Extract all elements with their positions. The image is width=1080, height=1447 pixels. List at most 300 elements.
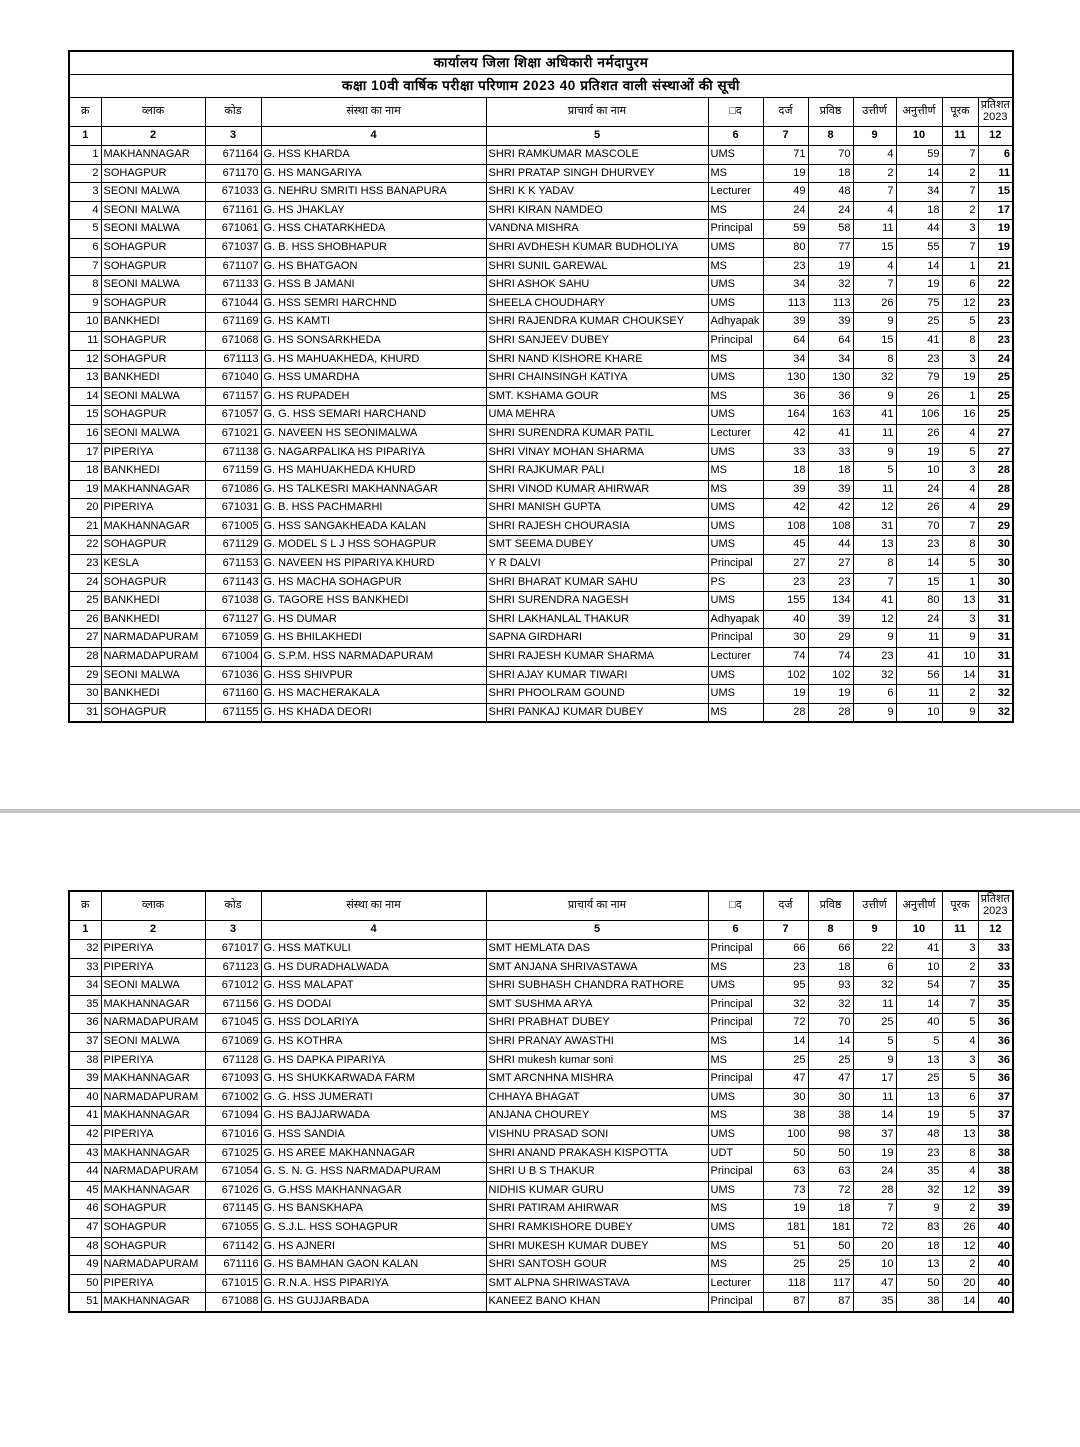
cell-failed: 83 — [896, 1218, 942, 1237]
cell-principal-name: SMT. KSHAMA GOUR — [486, 387, 708, 406]
colnum-6: 6 — [708, 921, 763, 940]
cell-institution-name: G. HS BANSKHAPA — [261, 1200, 486, 1219]
cell-failed: 48 — [896, 1125, 942, 1144]
cell-supplementary: 9 — [942, 703, 978, 722]
cell-enrolled: 100 — [763, 1125, 808, 1144]
cell-code: 671044 — [205, 294, 261, 313]
cell-supplementary: 26 — [942, 1218, 978, 1237]
cell-failed: 19 — [896, 443, 942, 462]
cell-supplementary: 10 — [942, 648, 978, 667]
cell-block: SOHAGPUR — [101, 238, 205, 257]
table-row — [69, 1051, 1013, 1070]
colnum-4: 4 — [261, 127, 486, 146]
cell-failed: 10 — [896, 462, 942, 481]
cell-passed: 37 — [853, 1125, 896, 1144]
cell-post: UMS — [708, 238, 763, 257]
cell-institution-name: G. TAGORE HSS BANKHEDI — [261, 592, 486, 611]
cell-failed: 13 — [896, 1051, 942, 1070]
column-number-row — [69, 127, 1013, 146]
header-passed: उत्तीर्ण — [853, 98, 896, 127]
cell-principal-name: SHRI U B S THAKUR — [486, 1163, 708, 1182]
cell-failed: 15 — [896, 573, 942, 592]
cell-appeared: 72 — [808, 1181, 853, 1200]
cell-code: 671021 — [205, 424, 261, 443]
cell-principal-name: SHRI PRABHAT DUBEY — [486, 1014, 708, 1033]
cell-serial: 41 — [69, 1107, 101, 1126]
cell-supplementary: 12 — [942, 1181, 978, 1200]
cell-enrolled: 87 — [763, 1293, 808, 1312]
cell-code: 671005 — [205, 517, 261, 536]
cell-appeared: 134 — [808, 592, 853, 611]
table-row — [69, 1014, 1013, 1033]
cell-serial: 47 — [69, 1218, 101, 1237]
cell-enrolled: 95 — [763, 977, 808, 996]
cell-institution-name: G. NEHRU SMRITI HSS BANAPURA — [261, 183, 486, 202]
cell-appeared: 102 — [808, 666, 853, 685]
table-row — [69, 685, 1013, 704]
cell-institution-name: G. HS DUMAR — [261, 610, 486, 629]
cell-code: 671069 — [205, 1032, 261, 1051]
colnum-10: 10 — [896, 127, 942, 146]
cell-post: MS — [708, 462, 763, 481]
cell-percent: 24 — [978, 350, 1013, 369]
cell-serial: 33 — [69, 958, 101, 977]
cell-passed: 10 — [853, 1256, 896, 1275]
cell-serial: 17 — [69, 443, 101, 462]
cell-failed: 35 — [896, 1163, 942, 1182]
cell-code: 671086 — [205, 480, 261, 499]
cell-enrolled: 51 — [763, 1237, 808, 1256]
cell-principal-name: SHRI CHAINSINGH KATIYA — [486, 369, 708, 388]
cell-post: Principal — [708, 1293, 763, 1312]
cell-block: MAKHANNAGAR — [101, 480, 205, 499]
cell-supplementary: 1 — [942, 573, 978, 592]
cell-percent: 39 — [978, 1181, 1013, 1200]
cell-enrolled: 45 — [763, 536, 808, 555]
cell-block: PIPERIYA — [101, 499, 205, 518]
cell-post: Principal — [708, 555, 763, 574]
cell-institution-name: G. HS DODAI — [261, 995, 486, 1014]
cell-serial: 10 — [69, 313, 101, 332]
cell-block: MAKHANNAGAR — [101, 995, 205, 1014]
cell-appeared: 19 — [808, 257, 853, 276]
cell-code: 671031 — [205, 499, 261, 518]
cell-code: 671156 — [205, 995, 261, 1014]
cell-post: Lecturer — [708, 424, 763, 443]
cell-passed: 26 — [853, 294, 896, 313]
cell-enrolled: 36 — [763, 387, 808, 406]
cell-principal-name: SHRI MUKESH KUMAR DUBEY — [486, 1237, 708, 1256]
cell-block: SEONI MALWA — [101, 666, 205, 685]
cell-block: SOHAGPUR — [101, 257, 205, 276]
cell-institution-name: G. HS MANGARIYA — [261, 164, 486, 183]
cell-failed: 19 — [896, 276, 942, 295]
cell-code: 671004 — [205, 648, 261, 667]
cell-appeared: 113 — [808, 294, 853, 313]
cell-percent: 31 — [978, 610, 1013, 629]
cell-institution-name: G. HSS SANDIA — [261, 1125, 486, 1144]
cell-percent: 29 — [978, 517, 1013, 536]
cell-supplementary: 4 — [942, 480, 978, 499]
cell-supplementary: 7 — [942, 238, 978, 257]
cell-principal-name: SHRI PATIRAM AHIRWAR — [486, 1200, 708, 1219]
cell-code: 671142 — [205, 1237, 261, 1256]
cell-enrolled: 28 — [763, 703, 808, 722]
column-header-row — [69, 98, 1013, 127]
table-row — [69, 536, 1013, 555]
cell-block: SOHAGPUR — [101, 406, 205, 425]
cell-serial: 14 — [69, 387, 101, 406]
cell-code: 671038 — [205, 592, 261, 611]
table-row — [69, 1107, 1013, 1126]
cell-appeared: 30 — [808, 1088, 853, 1107]
cell-code: 671026 — [205, 1181, 261, 1200]
cell-enrolled: 80 — [763, 238, 808, 257]
cell-code: 671153 — [205, 555, 261, 574]
cell-percent: 35 — [978, 995, 1013, 1014]
table-row — [69, 1293, 1013, 1312]
cell-serial: 36 — [69, 1014, 101, 1033]
cell-post: UMS — [708, 406, 763, 425]
cell-percent: 36 — [978, 1032, 1013, 1051]
cell-institution-name: G. G.HSS MAKHANNAGAR — [261, 1181, 486, 1200]
cell-enrolled: 30 — [763, 629, 808, 648]
table-row — [69, 573, 1013, 592]
cell-serial: 51 — [69, 1293, 101, 1312]
header-percent-line2: 2023 — [983, 905, 1008, 917]
cell-institution-name: G. HS DAPKA PIPARIYA — [261, 1051, 486, 1070]
cell-passed: 9 — [853, 387, 896, 406]
cell-percent: 33 — [978, 958, 1013, 977]
cell-enrolled: 181 — [763, 1218, 808, 1237]
cell-passed: 6 — [853, 958, 896, 977]
cell-block: SOHAGPUR — [101, 331, 205, 350]
cell-passed: 15 — [853, 331, 896, 350]
header-percent-line1: प्रतिशत — [980, 893, 1010, 906]
colnum-11: 11 — [942, 921, 978, 940]
cell-principal-name: VISHNU PRASAD SONI — [486, 1125, 708, 1144]
table-row — [69, 1237, 1013, 1256]
cell-appeared: 41 — [808, 424, 853, 443]
cell-institution-name: G. HS SONSARKHEDA — [261, 331, 486, 350]
cell-appeared: 44 — [808, 536, 853, 555]
cell-post: UMS — [708, 977, 763, 996]
cell-principal-name: SMT ANJANA SHRIVASTAWA — [486, 958, 708, 977]
cell-percent: 11 — [978, 164, 1013, 183]
cell-institution-name: G. HSS DOLARIYA — [261, 1014, 486, 1033]
cell-percent: 15 — [978, 183, 1013, 202]
cell-serial: 32 — [69, 940, 101, 959]
colnum-8: 8 — [808, 921, 853, 940]
cell-post: MS — [708, 1200, 763, 1219]
cell-principal-name: SHRI mukesh kumar soni — [486, 1051, 708, 1070]
cell-institution-name: G. HS BAMHAN GAON KALAN — [261, 1256, 486, 1275]
cell-post: MS — [708, 1256, 763, 1275]
cell-supplementary: 14 — [942, 666, 978, 685]
cell-failed: 75 — [896, 294, 942, 313]
header-appeared: प्रविष्ठ — [808, 98, 853, 127]
cell-passed: 12 — [853, 499, 896, 518]
cell-code: 671164 — [205, 146, 261, 165]
cell-block: BANKHEDI — [101, 592, 205, 611]
cell-appeared: 181 — [808, 1218, 853, 1237]
cell-post: UMS — [708, 536, 763, 555]
cell-serial: 45 — [69, 1181, 101, 1200]
cell-appeared: 28 — [808, 703, 853, 722]
colnum-6: 6 — [708, 127, 763, 146]
cell-block: SOHAGPUR — [101, 573, 205, 592]
cell-principal-name: SMT ARCNHNA MISHRA — [486, 1070, 708, 1089]
cell-percent: 30 — [978, 536, 1013, 555]
cell-institution-name: G. HSS CHATARKHEDA — [261, 220, 486, 239]
cell-post: Principal — [708, 1163, 763, 1182]
cell-percent: 28 — [978, 480, 1013, 499]
cell-enrolled: 66 — [763, 940, 808, 959]
cell-serial: 21 — [69, 517, 101, 536]
cell-post: MS — [708, 350, 763, 369]
cell-block: BANKHEDI — [101, 369, 205, 388]
table-sheet-2 — [68, 890, 1012, 1313]
cell-failed: 5 — [896, 1032, 942, 1051]
cell-supplementary: 12 — [942, 294, 978, 313]
cell-appeared: 108 — [808, 517, 853, 536]
cell-code: 671036 — [205, 666, 261, 685]
cell-serial: 50 — [69, 1274, 101, 1293]
cell-principal-name: SHEELA CHOUDHARY — [486, 294, 708, 313]
cell-appeared: 98 — [808, 1125, 853, 1144]
cell-enrolled: 14 — [763, 1032, 808, 1051]
header-supplementary: पूरक — [942, 98, 978, 127]
cell-serial: 25 — [69, 592, 101, 611]
cell-supplementary: 4 — [942, 424, 978, 443]
cell-passed: 6 — [853, 685, 896, 704]
cell-passed: 23 — [853, 648, 896, 667]
cell-serial: 6 — [69, 238, 101, 257]
cell-passed: 9 — [853, 313, 896, 332]
list-title: कक्षा 10वी वार्षिक परीक्षा परिणाम 2023 40 प्रतिशत वाली संस्थाओं की सूची — [69, 75, 1013, 98]
cell-block: NARMADAPURAM — [101, 648, 205, 667]
cell-principal-name: NIDHIS KUMAR GURU — [486, 1181, 708, 1200]
cell-appeared: 27 — [808, 555, 853, 574]
cell-serial: 24 — [69, 573, 101, 592]
cell-appeared: 70 — [808, 146, 853, 165]
cell-appeared: 18 — [808, 462, 853, 481]
cell-principal-name: SMT ALPNA SHRIWASTAVA — [486, 1274, 708, 1293]
cell-post: MS — [708, 703, 763, 722]
cell-passed: 17 — [853, 1070, 896, 1089]
cell-institution-name: G. HS MACHA SOHAGPUR — [261, 573, 486, 592]
cell-enrolled: 130 — [763, 369, 808, 388]
cell-enrolled: 113 — [763, 294, 808, 313]
cell-post: UMS — [708, 1218, 763, 1237]
cell-enrolled: 25 — [763, 1256, 808, 1275]
cell-failed: 23 — [896, 1144, 942, 1163]
cell-post: UMS — [708, 1125, 763, 1144]
cell-principal-name: ANJANA CHOUREY — [486, 1107, 708, 1126]
cell-principal-name: UMA MEHRA — [486, 406, 708, 425]
cell-failed: 24 — [896, 480, 942, 499]
cell-code: 671143 — [205, 573, 261, 592]
cell-percent: 39 — [978, 1200, 1013, 1219]
colnum-9: 9 — [853, 127, 896, 146]
results-table-2 — [68, 890, 1014, 1313]
cell-enrolled: 40 — [763, 610, 808, 629]
cell-institution-name: G. HS BHATGAON — [261, 257, 486, 276]
cell-block: MAKHANNAGAR — [101, 146, 205, 165]
cell-percent: 30 — [978, 573, 1013, 592]
cell-principal-name: SHRI SURENDRA NAGESH — [486, 592, 708, 611]
header-failed: अनुत्तीर्ण — [896, 98, 942, 127]
cell-passed: 9 — [853, 443, 896, 462]
table-row — [69, 276, 1013, 295]
cell-percent: 35 — [978, 977, 1013, 996]
cell-passed: 32 — [853, 369, 896, 388]
cell-institution-name: G. NAVEEN HS SEONIMALWA — [261, 424, 486, 443]
table-row — [69, 1200, 1013, 1219]
header-percent-line2: 2023 — [983, 111, 1008, 123]
cell-failed: 106 — [896, 406, 942, 425]
cell-block: MAKHANNAGAR — [101, 1293, 205, 1312]
cell-post: MS — [708, 201, 763, 220]
cell-supplementary: 3 — [942, 610, 978, 629]
cell-institution-name: G. HSS SEMRI HARCHND — [261, 294, 486, 313]
cell-failed: 41 — [896, 940, 942, 959]
cell-code: 671094 — [205, 1107, 261, 1126]
cell-post: Principal — [708, 331, 763, 350]
cell-supplementary: 5 — [942, 1070, 978, 1089]
cell-failed: 40 — [896, 1014, 942, 1033]
cell-percent: 23 — [978, 313, 1013, 332]
cell-block: BANKHEDI — [101, 462, 205, 481]
results-table-1-body — [69, 146, 1013, 723]
cell-passed: 7 — [853, 1200, 896, 1219]
cell-institution-name: G. HSS KHARDA — [261, 146, 486, 165]
table-row — [69, 977, 1013, 996]
cell-block: SOHAGPUR — [101, 294, 205, 313]
cell-passed: 31 — [853, 517, 896, 536]
cell-principal-name: KANEEZ BANO KHAN — [486, 1293, 708, 1312]
cell-institution-name: G. MODEL S L J HSS SOHAGPUR — [261, 536, 486, 555]
cell-serial: 43 — [69, 1144, 101, 1163]
cell-code: 671169 — [205, 313, 261, 332]
cell-percent: 37 — [978, 1088, 1013, 1107]
cell-principal-name: SHRI RAJENDRA KUMAR CHOUKSEY — [486, 313, 708, 332]
cell-code: 671016 — [205, 1125, 261, 1144]
cell-post: UMS — [708, 1088, 763, 1107]
cell-passed: 22 — [853, 940, 896, 959]
cell-code: 671017 — [205, 940, 261, 959]
cell-institution-name: G. S.P.M. HSS NARMADAPURAM — [261, 648, 486, 667]
cell-institution-name: G. HS JHAKLAY — [261, 201, 486, 220]
cell-post: UMS — [708, 294, 763, 313]
header-principal-name: प्राचार्य का नाम — [486, 98, 708, 127]
cell-percent: 32 — [978, 703, 1013, 722]
cell-block: SEONI MALWA — [101, 977, 205, 996]
cell-principal-name: SMT SEEMA DUBEY — [486, 536, 708, 555]
cell-supplementary: 3 — [942, 1051, 978, 1070]
cell-appeared: 38 — [808, 1107, 853, 1126]
cell-failed: 18 — [896, 201, 942, 220]
cell-institution-name: G. HSS MALAPAT — [261, 977, 486, 996]
cell-code: 671068 — [205, 331, 261, 350]
cell-enrolled: 108 — [763, 517, 808, 536]
cell-serial: 11 — [69, 331, 101, 350]
cell-supplementary: 3 — [942, 220, 978, 239]
cell-appeared: 47 — [808, 1070, 853, 1089]
cell-principal-name: SHRI PHOOLRAM GOUND — [486, 685, 708, 704]
colnum-2: 2 — [101, 921, 205, 940]
colnum-10: 10 — [896, 921, 942, 940]
cell-appeared: 70 — [808, 1014, 853, 1033]
cell-post: MS — [708, 1237, 763, 1256]
cell-block: SOHAGPUR — [101, 1200, 205, 1219]
header-code: कोड — [205, 98, 261, 127]
cell-block: SOHAGPUR — [101, 164, 205, 183]
cell-principal-name: SHRI RAJESH CHOURASIA — [486, 517, 708, 536]
cell-failed: 10 — [896, 703, 942, 722]
cell-institution-name: G. HS AJNERI — [261, 1237, 486, 1256]
cell-serial: 28 — [69, 648, 101, 667]
cell-post: Adhyapak — [708, 313, 763, 332]
cell-percent: 40 — [978, 1274, 1013, 1293]
cell-failed: 9 — [896, 1200, 942, 1219]
cell-block: PIPERIYA — [101, 443, 205, 462]
cell-serial: 12 — [69, 350, 101, 369]
cell-institution-name: G. HS RUPADEH — [261, 387, 486, 406]
cell-supplementary: 9 — [942, 629, 978, 648]
cell-supplementary: 1 — [942, 257, 978, 276]
cell-appeared: 50 — [808, 1237, 853, 1256]
cell-percent: 36 — [978, 1014, 1013, 1033]
cell-passed: 11 — [853, 1088, 896, 1107]
cell-enrolled: 42 — [763, 424, 808, 443]
cell-supplementary: 19 — [942, 369, 978, 388]
cell-supplementary: 14 — [942, 1293, 978, 1312]
cell-serial: 31 — [69, 703, 101, 722]
header-appeared: प्रविष्ठ — [808, 891, 853, 921]
colnum-2: 2 — [101, 127, 205, 146]
cell-enrolled: 50 — [763, 1144, 808, 1163]
cell-passed: 11 — [853, 424, 896, 443]
cell-appeared: 66 — [808, 940, 853, 959]
cell-principal-name: SHRI AJAY KUMAR TIWARI — [486, 666, 708, 685]
cell-appeared: 18 — [808, 1200, 853, 1219]
cell-failed: 13 — [896, 1088, 942, 1107]
cell-institution-name: G. G. HSS JUMERATI — [261, 1088, 486, 1107]
cell-institution-name: G. HS KAMTI — [261, 313, 486, 332]
cell-failed: 44 — [896, 220, 942, 239]
colnum-11: 11 — [942, 127, 978, 146]
cell-post: Principal — [708, 1070, 763, 1089]
colnum-5: 5 — [486, 921, 708, 940]
table-row — [69, 294, 1013, 313]
cell-passed: 28 — [853, 1181, 896, 1200]
cell-principal-name: SHRI SUNIL GAREWAL — [486, 257, 708, 276]
cell-post: Lecturer — [708, 648, 763, 667]
cell-supplementary: 1 — [942, 387, 978, 406]
cell-serial: 49 — [69, 1256, 101, 1275]
cell-failed: 14 — [896, 555, 942, 574]
cell-failed: 54 — [896, 977, 942, 996]
cell-institution-name: G. HSS SANGAKHEADA KALAN — [261, 517, 486, 536]
cell-passed: 20 — [853, 1237, 896, 1256]
header-percent — [978, 891, 1013, 921]
cell-serial: 18 — [69, 462, 101, 481]
cell-passed: 5 — [853, 462, 896, 481]
cell-failed: 41 — [896, 331, 942, 350]
cell-block: NARMADAPURAM — [101, 1088, 205, 1107]
cell-supplementary: 7 — [942, 995, 978, 1014]
